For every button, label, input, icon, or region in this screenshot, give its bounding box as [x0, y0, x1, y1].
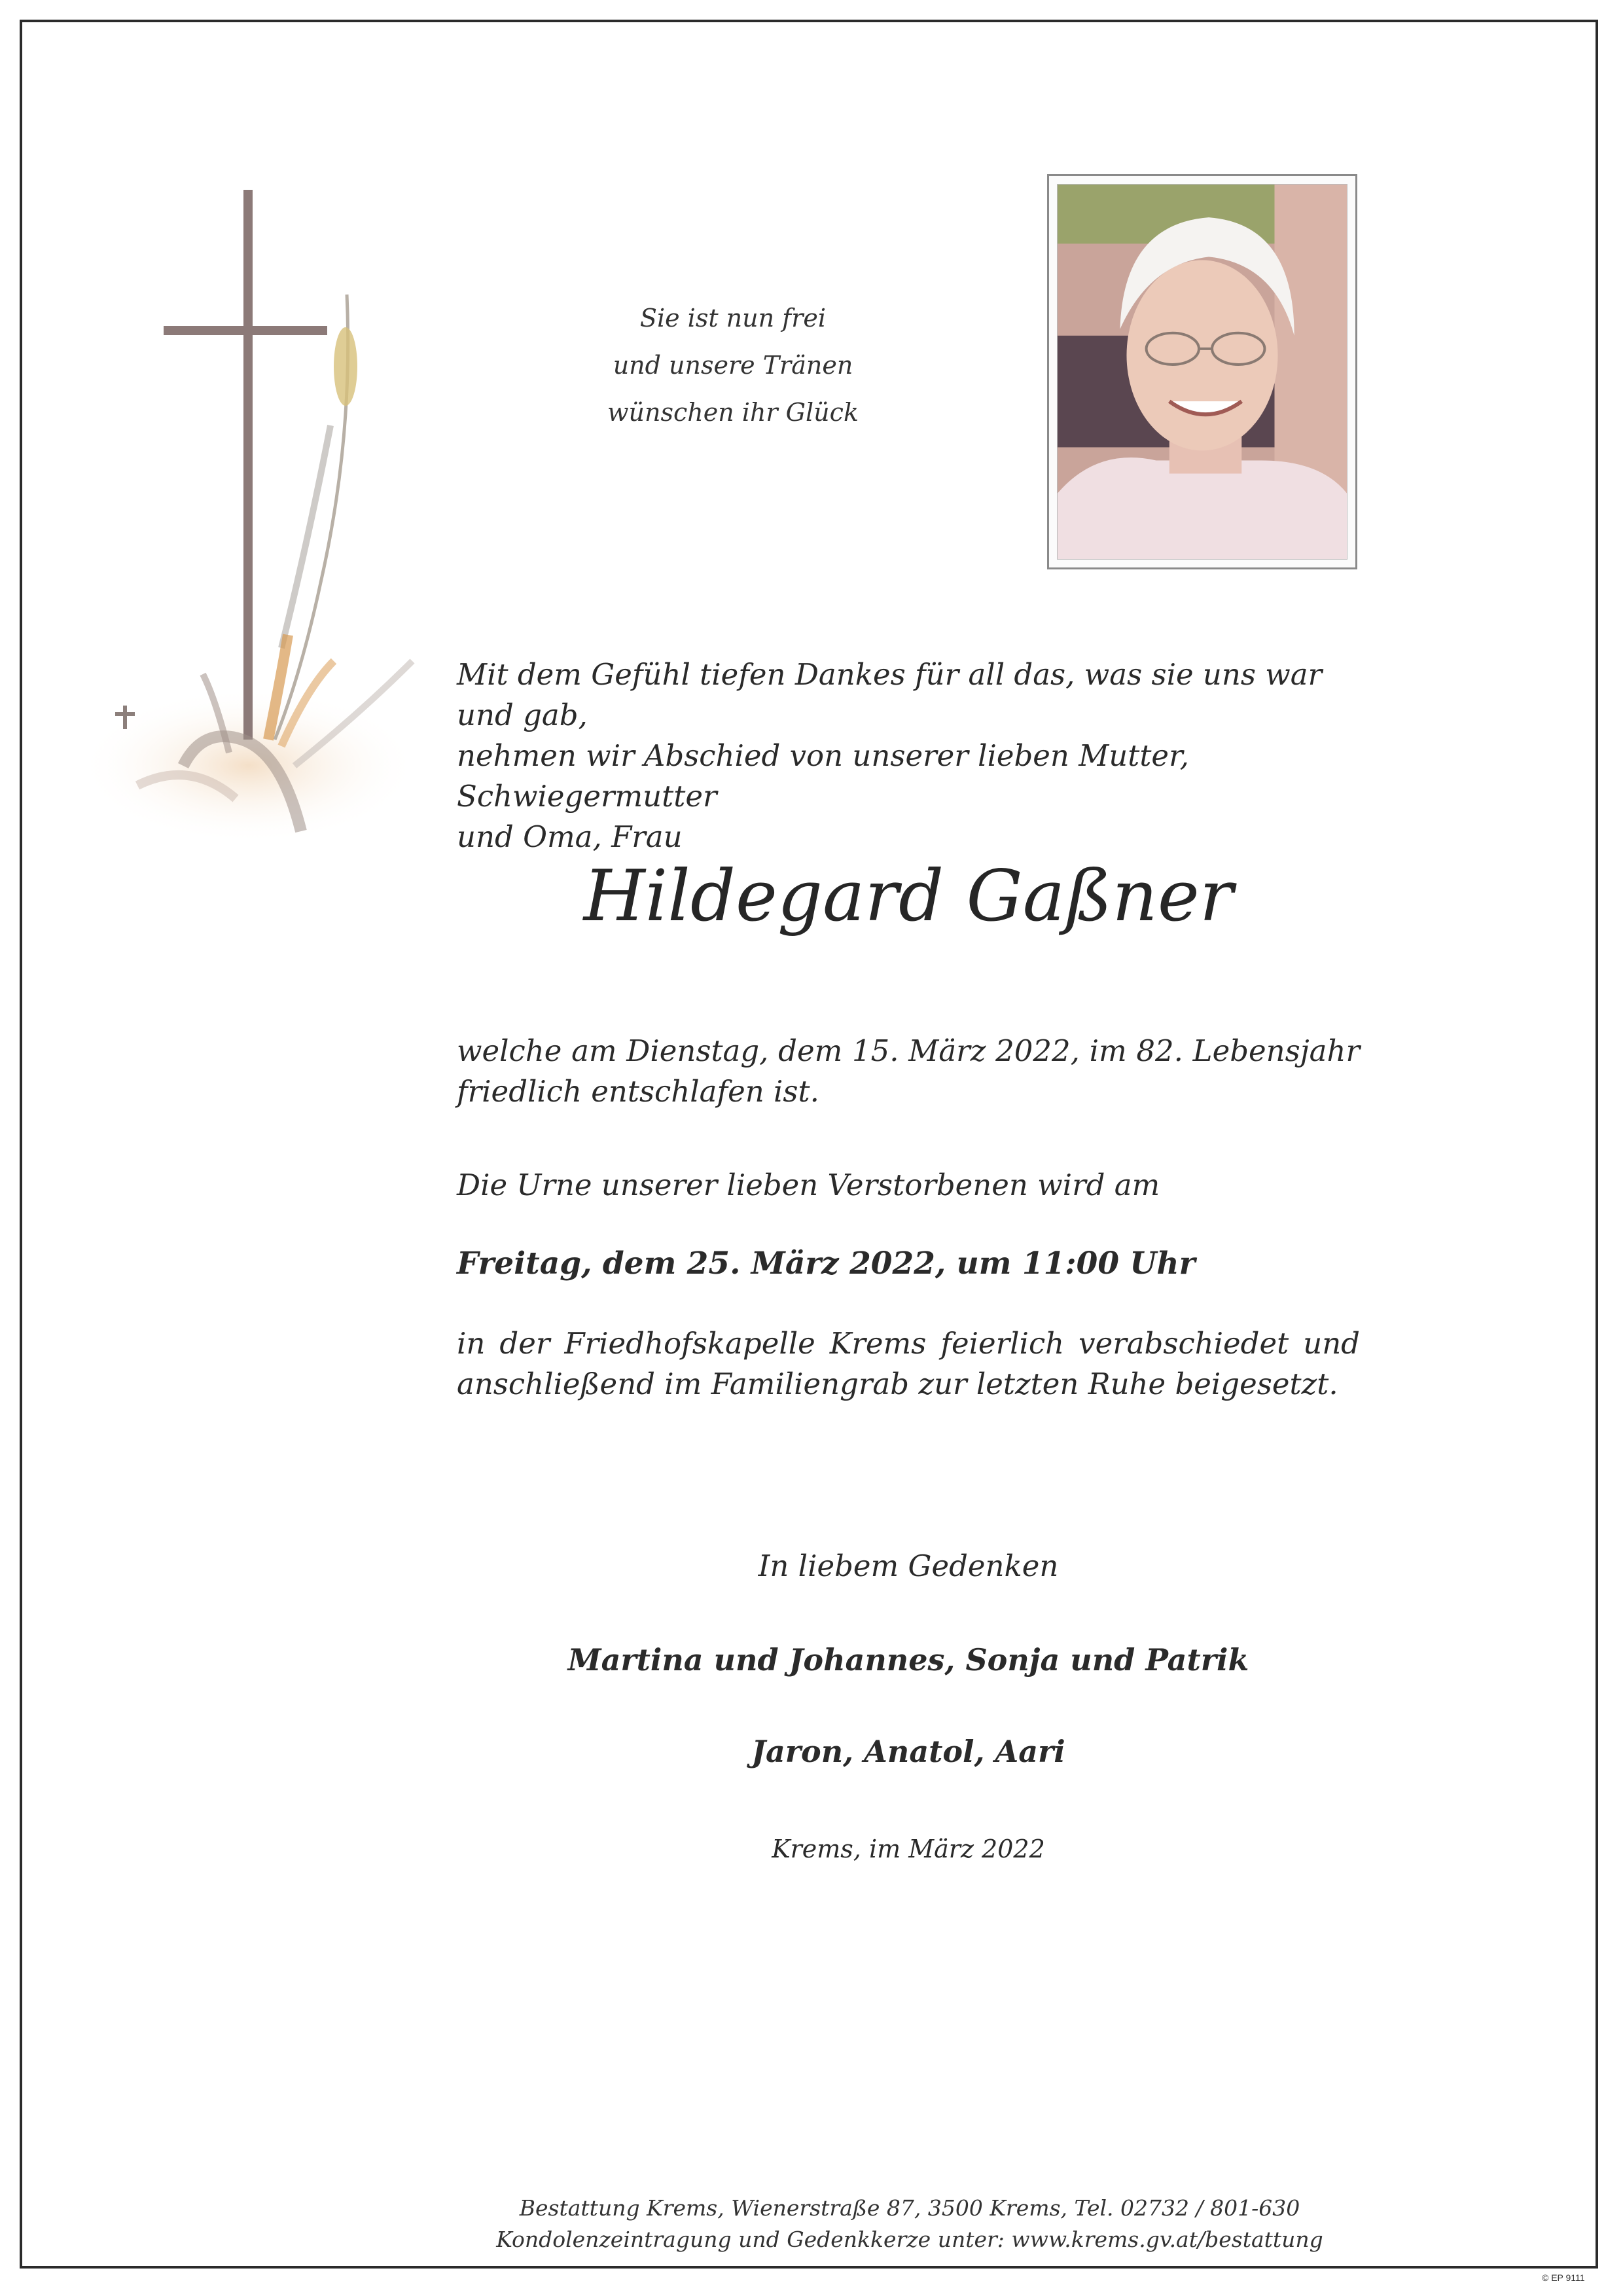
- intro-line: und Oma, Frau: [457, 819, 683, 854]
- passing-line: friedlich entschlafen ist.: [457, 1074, 819, 1109]
- motto-line: und unsere Tränen: [613, 351, 853, 380]
- passing-line: welche am Dienstag, dem 15. März 2022, im 82. Lebensjahr: [457, 1033, 1360, 1068]
- motto-line: wünschen ihr Glück: [607, 398, 859, 427]
- ceremony-line: in der Friedhofskapelle Krems feierlich verabschiedet und: [457, 1326, 1360, 1361]
- memory-text: In liebem Gedenken: [758, 1549, 1059, 1583]
- ceremony-text: [457, 1323, 1360, 1405]
- ceremony-datetime: Freitag, dem 25. März 2022, um 11:00 Uhr: [457, 1246, 1196, 1282]
- cross-wheat-illustration: [72, 177, 438, 884]
- portrait-illustration: [1058, 185, 1347, 559]
- print-code: © EP 9111: [1542, 2272, 1585, 2283]
- funeral-home-footer: [393, 2193, 1427, 2255]
- portrait-photo: [1057, 184, 1347, 560]
- introduction-text: [457, 655, 1360, 857]
- motto-line: Sie ist nun frei: [639, 304, 827, 332]
- portrait-photo-frame: [1047, 174, 1357, 569]
- memorial-motto: [543, 295, 923, 436]
- intro-line: nehmen wir Abschied von unserer lieben Mutter, Schwiegermutter: [457, 738, 1189, 814]
- footer-line: Kondolenzeintragung und Gedenkkerze unter: www.krems.gv.at/bestattung: [496, 2227, 1323, 2252]
- family-names-line: Martina und Johannes, Sonja und Patrik: [567, 1642, 1249, 1677]
- place-date: Krems, im März 2022: [772, 1835, 1045, 1863]
- deceased-name: Hildegard Gaßner: [583, 855, 1234, 937]
- intro-line: Mit dem Gefühl tiefen Dankes für all das, was sie uns war und gab,: [457, 657, 1323, 732]
- urn-text: Die Urne unserer lieben Verstorbenen wird am: [457, 1168, 1160, 1202]
- footer-line: Bestattung Krems, Wienerstraße 87, 3500 Krems, Tel. 02732 / 801-630: [519, 2195, 1300, 2221]
- ceremony-line: anschließend im Familiengrab zur letzten Ruhe beigesetzt.: [457, 1367, 1338, 1401]
- passing-text: [457, 1031, 1360, 1112]
- family-names-line: Jaron, Anatol, Aari: [751, 1734, 1065, 1769]
